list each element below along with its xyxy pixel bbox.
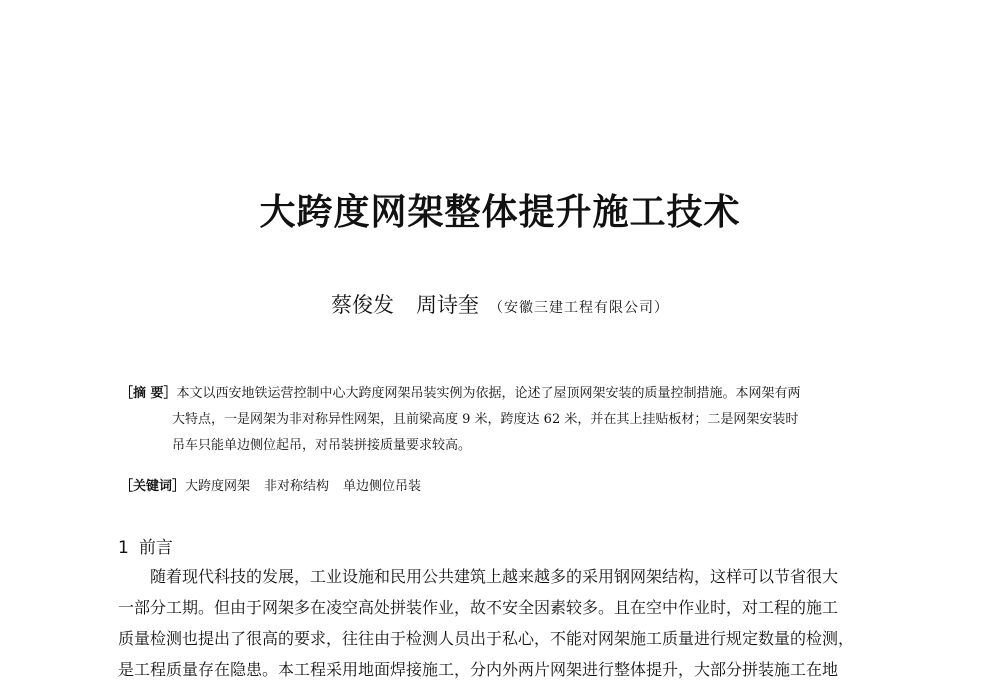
body-line: 质量检测也提出了很高的要求，往往由于检测人员出于私心，不能对网架施工质量进行规定数量的检测， [118,629,855,648]
keyword: 大跨度网架 [185,479,251,494]
body-line: 是工程质量存在隐患。本工程采用地面焊接施工，分内外两片网架进行整体提升，大部分拼装施工在地 [118,660,839,679]
author-name: 周诗奎 [416,293,479,317]
keyword: 单边侧位吊装 [343,479,422,494]
keywords [120,475,435,494]
section-number: 1 [118,538,129,558]
section-heading [118,533,173,558]
abstract-line [120,381,900,407]
keyword: 非对称结构 [264,479,330,494]
author-line [0,289,1000,319]
paper-title: 大跨度网架整体提升施工技术 [259,192,741,233]
body-line: 一部分工期。但由于网架多在凌空高处拼装作业，故不安全因素较多。且在空中作业时，对工程的施工 [118,598,839,617]
keywords-label: ［关键词］ [120,479,186,494]
abstract-label: ［摘 要］ [120,386,177,401]
abstract-text: 本文以西安地铁运营控制中心大跨度网架吊装实例为依据，论述了屋顶网架安装的质量控制措施。本网架有两 [176,386,801,401]
author-affiliation: （安徽三建工程有限公司） [489,300,669,316]
body-line: 随着现代科技的发展，工业设施和民用公共建筑上越来越多的采用钢网架结构，这样可以节省很大 [150,567,839,586]
author-name: 蔡俊发 [331,293,394,317]
abstract-line: 大特点，一是网架为非对称异性网架，且前梁高度 9 米，跨度达 62 米，并在其上挂贴板材；二是网架安装时 [172,412,799,427]
abstract [120,381,900,459]
abstract-line: 吊车只能单边侧位起吊，对吊装拼接质量要求较高。 [172,438,472,453]
section-body [118,561,898,685]
section-title: 前言 [138,538,173,558]
